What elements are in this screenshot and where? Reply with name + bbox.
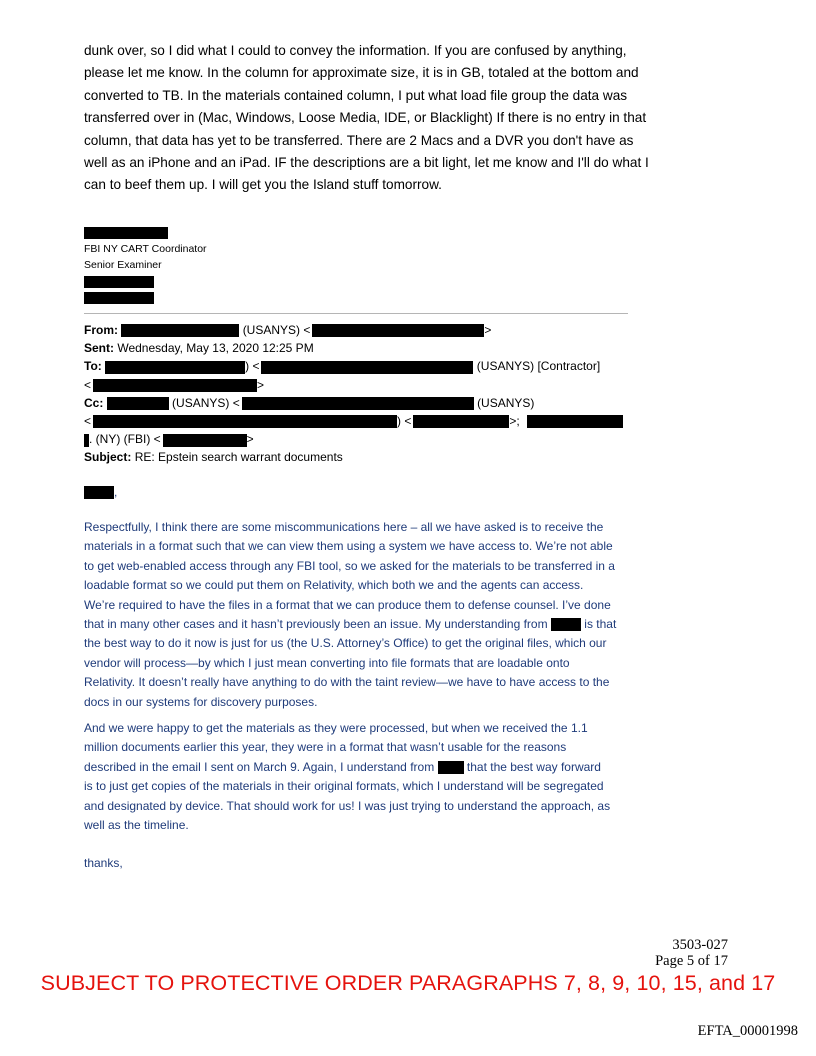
body-line: converted to TB. In the materials contained column, I put what load file group the data was bbox=[84, 87, 628, 103]
cc-row-cont bbox=[84, 412, 623, 430]
redaction-block bbox=[163, 434, 247, 447]
to-mid: ) < bbox=[245, 359, 260, 374]
redaction-block bbox=[107, 397, 169, 410]
redaction-block bbox=[93, 379, 257, 392]
page-number: Page 5 of 17 bbox=[655, 953, 728, 969]
body-line: well as an iPhone and an iPad. IF the descriptions are a bit light, let me know and I'll do what I bbox=[84, 155, 649, 171]
email-line bbox=[84, 615, 734, 634]
email-line: docs in our systems for discovery purposes. bbox=[84, 694, 318, 709]
from-label: From: bbox=[84, 323, 118, 337]
cc-row bbox=[84, 394, 623, 412]
exhibit-number: 3503-027 bbox=[672, 937, 728, 953]
redaction-block bbox=[84, 227, 168, 239]
redaction-block bbox=[551, 618, 581, 631]
subject-value: RE: Epstein search warrant documents bbox=[134, 450, 343, 465]
email-paragraph-1 bbox=[84, 518, 734, 712]
cc-open: < bbox=[84, 414, 92, 429]
signature-role: Senior Examiner bbox=[84, 259, 162, 271]
cc-end: >; bbox=[509, 414, 520, 429]
cc-mid: ) < bbox=[397, 414, 412, 429]
closing-text: thanks, bbox=[84, 856, 123, 870]
from-value: (USANYS) < bbox=[242, 323, 311, 337]
to-suffix: (USANYS) [Contractor] bbox=[476, 359, 601, 374]
email-header bbox=[84, 321, 623, 467]
email-line: loadable format so we could put them on Relativity, which both we and the agents can access. bbox=[84, 578, 584, 593]
redaction-block bbox=[105, 361, 245, 374]
cc-line3-close: > bbox=[246, 432, 254, 447]
to-close: > bbox=[257, 377, 265, 392]
body-line: please let me know. In the column for approximate size, it is in GB, totaled at the bottom and bbox=[84, 65, 639, 81]
email-line: And we were happy to get the materials as they were processed, but when we received the 1.1 bbox=[84, 721, 588, 735]
sent-value: Wednesday, May 13, 2020 12:25 PM bbox=[117, 341, 314, 356]
email-line: is to just get copies of the materials in their original formats, which I understand will be segregated bbox=[84, 779, 604, 794]
redaction-block bbox=[84, 486, 114, 499]
redaction-block bbox=[242, 397, 474, 410]
email-line: to get web-enabled access through any FBI tool, so we asked for the materials to be transferred in a bbox=[84, 558, 615, 573]
email-line-part: described in the email I sent on March 9. Again, I understand from bbox=[84, 759, 435, 774]
to-label: To: bbox=[84, 359, 102, 374]
cc-row-cont-2 bbox=[84, 430, 623, 448]
email-line: materials in a format such that we can view them using a system we have access to. We’re not able bbox=[84, 539, 613, 554]
signature-title: FBI NY CART Coordinator bbox=[84, 243, 207, 255]
page-info bbox=[655, 937, 728, 969]
salutation bbox=[84, 483, 734, 502]
body-line: can to beef them up. I will get you the Island stuff tomorrow. bbox=[84, 177, 442, 193]
email-line-part: that the best way forward bbox=[466, 759, 601, 774]
cc-value: (USANYS) < bbox=[172, 395, 240, 410]
redaction-block bbox=[84, 292, 154, 304]
email-line: million documents earlier this year, they were in a format that wasn’t usable for the reasons bbox=[84, 740, 567, 755]
email-line: Relativity. It doesn’t really have anything to do with the taint review—we have to have access to the bbox=[84, 675, 610, 690]
bates-number: EFTA_00001998 bbox=[697, 1023, 798, 1039]
redaction-block bbox=[261, 361, 473, 374]
email-line: the best way to do it now is just for us (the U.S. Attorney’s Office) to get the original files, which our bbox=[84, 636, 607, 651]
sent-label: Sent: bbox=[84, 341, 114, 356]
redaction-block bbox=[312, 324, 484, 337]
signature-block bbox=[84, 241, 207, 273]
to-open: < bbox=[84, 377, 92, 392]
cc-suffix: (USANYS) bbox=[477, 395, 535, 410]
from-close: > bbox=[484, 323, 492, 337]
email-line: We’re required to have the files in a format that we can produce them to defense counsel. I’ve done bbox=[84, 597, 611, 612]
to-row bbox=[84, 357, 623, 375]
body-line: column, that data has yet to be transferred. There are 2 Macs and a DVR you don't have as bbox=[84, 132, 634, 148]
forwarded-message-body bbox=[84, 40, 734, 197]
email-line-part: is that bbox=[584, 617, 617, 632]
email-line: and designated by device. That should work for us! I was just trying to understand the approach, as bbox=[84, 798, 611, 813]
email-line-part: that in many other cases and it hasn’t previously been an issue. My understanding from bbox=[84, 617, 548, 632]
body-line: dunk over, so I did what I could to convey the information. If you are confused by anything, bbox=[84, 43, 627, 58]
cc-label: Cc: bbox=[84, 395, 104, 410]
redaction-block bbox=[527, 415, 623, 428]
sent-row bbox=[84, 339, 623, 357]
cc-line3: . (NY) (FBI) < bbox=[89, 432, 161, 447]
email-paragraph-2 bbox=[84, 719, 734, 835]
protective-order-notice: SUBJECT TO PROTECTIVE ORDER PARAGRAPHS 7, 8, 9, 10, 15, and 17 bbox=[40, 971, 776, 995]
redaction-block bbox=[438, 761, 464, 774]
email-line: vendor will process—by which I just mean converting into file formats that are loadable onto bbox=[84, 655, 570, 670]
redaction-block bbox=[121, 324, 239, 337]
from-row bbox=[84, 321, 623, 339]
body-line: transferred over in (Mac, Windows, Loose Media, IDE, or Blacklight) If there is no entry in that bbox=[84, 110, 647, 126]
redaction-block bbox=[93, 415, 397, 428]
header-divider bbox=[84, 313, 628, 314]
salutation-comma: , bbox=[114, 485, 118, 499]
email-line: Respectfully, I think there are some miscommunications here – all we have asked is to receive the bbox=[84, 520, 604, 534]
email-line bbox=[84, 758, 734, 777]
to-row-cont bbox=[84, 376, 623, 394]
closing bbox=[84, 854, 734, 873]
subject-row bbox=[84, 448, 623, 466]
redaction-block bbox=[84, 276, 154, 288]
subject-label: Subject: bbox=[84, 450, 132, 465]
redaction-block bbox=[413, 415, 509, 428]
email-line: well as the timeline. bbox=[84, 818, 189, 833]
